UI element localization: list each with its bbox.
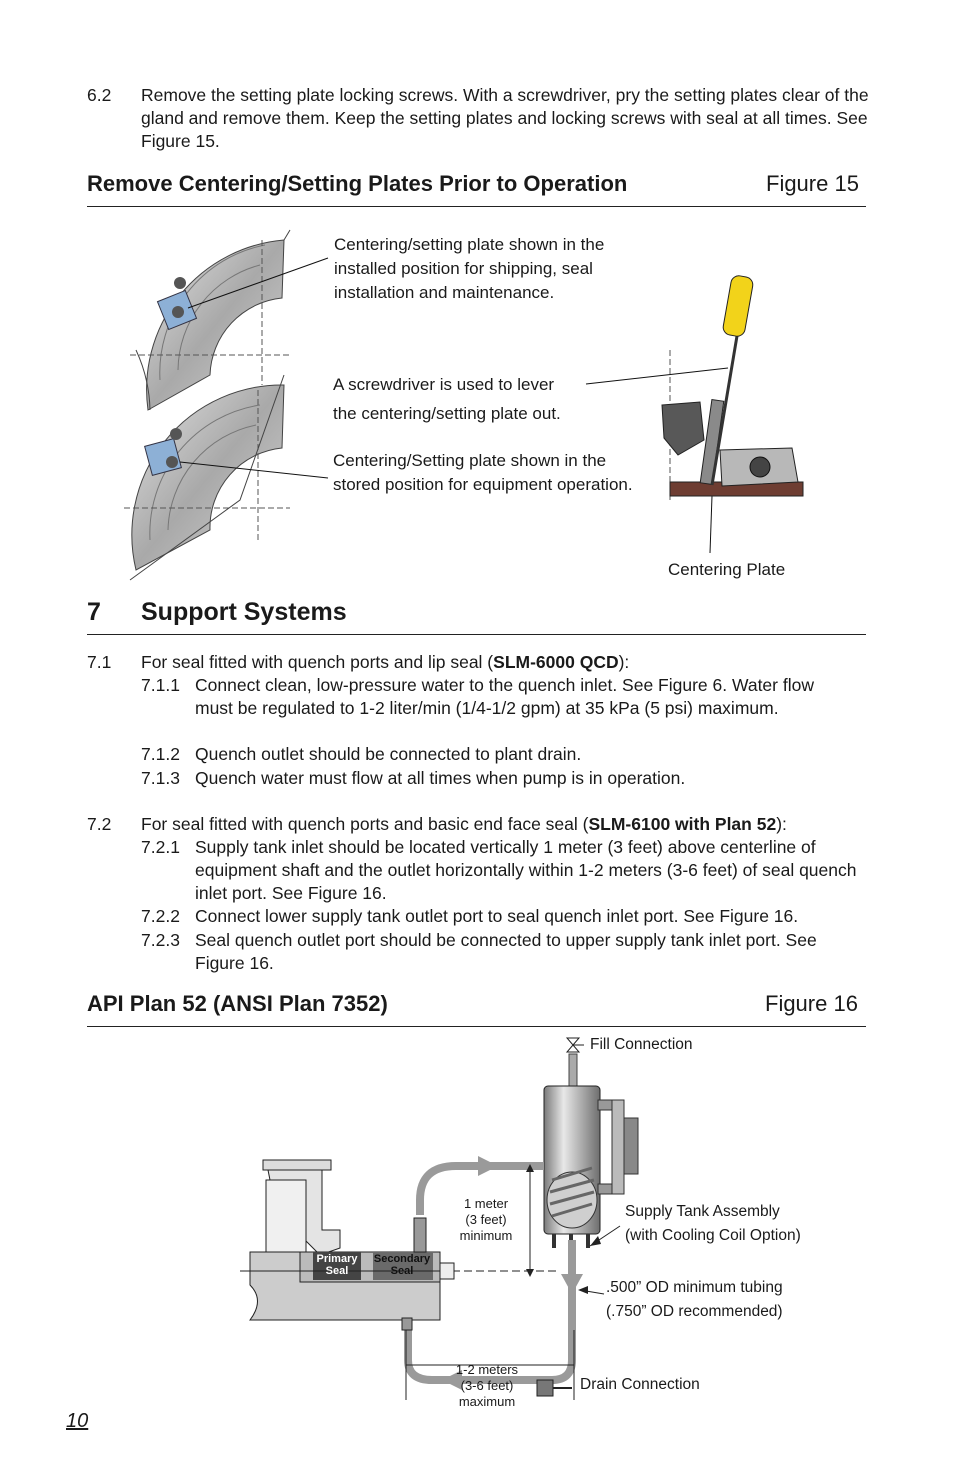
- callout-centering-plate: Centering Plate: [668, 560, 786, 579]
- para-7-2-1-number: 7.2.1: [141, 837, 180, 857]
- callout-lever-line-2: the centering/setting plate out.: [333, 404, 561, 423]
- callout-installed-position: Centering/setting plate shown in the installed position for shipping, seal installation and maintenance.: [334, 235, 605, 302]
- screwdriver-assembly-drawing: [662, 275, 803, 500]
- secondary-seal-label: [371, 1253, 433, 1277]
- figure-15-label: Figure 15: [766, 171, 859, 196]
- horizontal-dim-line-1: 1-2 meters: [455, 1362, 519, 1377]
- para-7-2-2-number: 7.2.2: [141, 906, 180, 926]
- para-7-1-text: For seal fitted with quench ports and lip seal (SLM-6000 QCD):: [141, 652, 630, 672]
- para-7-2-number: 7.2: [87, 814, 112, 834]
- secondary-seal-line-2: Seal: [390, 1265, 414, 1277]
- primary-seal-label: [313, 1253, 361, 1277]
- horizontal-dimension-label: [446, 1362, 528, 1410]
- section-7-title: Support Systems: [141, 598, 347, 626]
- callout-stored-position: Centering/Setting plate shown in the stored position for equipment operation.: [333, 451, 633, 494]
- supply-tank-label-1: Supply Tank Assembly: [625, 1203, 780, 1220]
- figure-16-rule: [87, 1026, 866, 1027]
- para-7-2-text: For seal fitted with quench ports and basic end face seal (SLM-6100 with Plan 52):: [141, 814, 787, 834]
- para-7-1-3-text: Quench water must flow at all times when pump is in operation.: [195, 768, 686, 788]
- vertical-dimension-label: [447, 1196, 525, 1244]
- pump-drawing: [240, 1160, 460, 1330]
- tubing-label-1: .500” OD minimum tubing: [606, 1279, 783, 1296]
- fill-connection-label: Fill Connection: [590, 1036, 693, 1053]
- drain-connection-label: Drain Connection: [580, 1376, 700, 1393]
- para-7-1-1-text: Connect clean, low-pressure water to the quench inlet. See Figure 6. Water flow must be regulated to 1-2 liter/min (1/4-1/2 gpm) at 35 kPa (5 psi) maximum.: [195, 675, 814, 718]
- section-7-number: 7: [87, 598, 101, 626]
- callout-lever-line-1: A screwdriver is used to lever: [333, 375, 555, 394]
- primary-seal-line-2: Seal: [325, 1265, 349, 1277]
- para-7-1-number: 7.1: [87, 652, 112, 672]
- primary-seal-line-1: Primary: [316, 1253, 358, 1265]
- para-7-1-2-text: Quench outlet should be connected to plant drain.: [195, 744, 582, 764]
- vertical-dim-line-3: minimum: [459, 1228, 513, 1243]
- section-7-rule: [87, 634, 866, 635]
- page-number: 10: [66, 1410, 89, 1432]
- figure-15-rule: [87, 206, 866, 207]
- figure-15-title: Remove Centering/Setting Plates Prior to Operation: [87, 171, 628, 196]
- vertical-dim-line-2: (3 feet): [465, 1212, 507, 1227]
- vertical-dim-line-1: 1 meter: [463, 1196, 509, 1211]
- para-7-1-1-number: 7.1.1: [141, 675, 180, 695]
- horizontal-dim-line-2: (3-6 feet): [460, 1378, 514, 1393]
- para-6-2-text: Remove the setting plate locking screws. With a screwdriver, pry the setting plates clear of the gland and remove them. Keep the setting plates and locking screws with seal at all times. See Figure 15.: [141, 85, 869, 151]
- para-7-2-2-text: Connect lower supply tank outlet port to seal quench inlet port. See Figure 16.: [195, 906, 799, 926]
- para-7-1-3-number: 7.1.3: [141, 768, 180, 788]
- figure-16-title: API Plan 52 (ANSI Plan 7352): [87, 991, 388, 1016]
- para-6-2-number: 6.2: [87, 85, 112, 105]
- para-7-1-2-number: 7.1.2: [141, 744, 180, 764]
- tubing-label-2: (.750” OD recommended): [606, 1303, 783, 1320]
- figure-16-label: Figure 16: [765, 991, 858, 1016]
- para-7-2-3-number: 7.2.3: [141, 930, 180, 950]
- secondary-seal-line-1: Secondary: [373, 1253, 431, 1265]
- para-7-2-3-text: Seal quench outlet port should be connected to upper supply tank inlet port. See Figure 16.: [195, 930, 817, 973]
- horizontal-dim-line-3: maximum: [458, 1394, 516, 1409]
- para-7-2-1-text: Supply tank inlet should be located vertically 1 meter (3 feet) above centerline of equipment shaft and the outlet horizontally within 1-2 meters (3-6 feet) of seal quench inlet port. See Figure 16.: [195, 837, 857, 903]
- supply-tank-label-2: (with Cooling Coil Option): [625, 1227, 801, 1244]
